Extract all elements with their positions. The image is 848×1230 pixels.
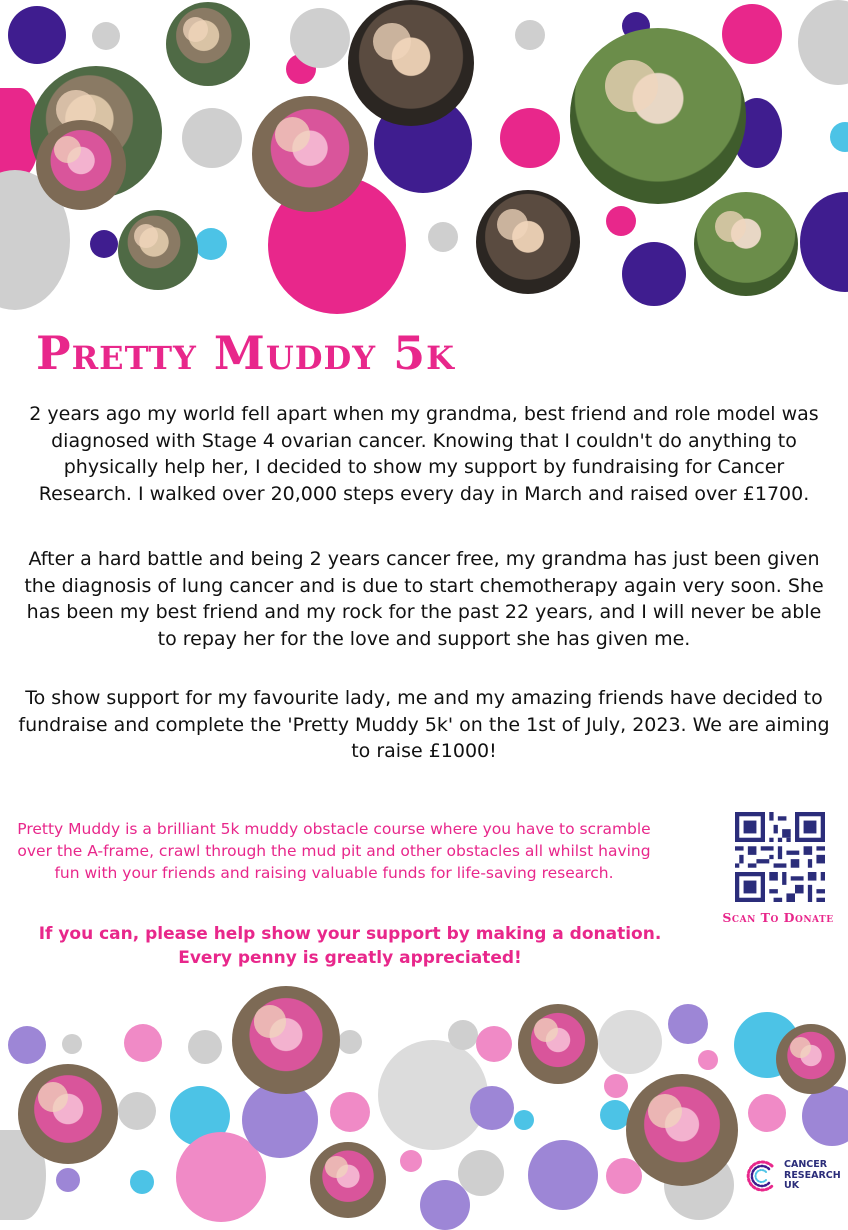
photo — [310, 1142, 386, 1218]
dot — [330, 1092, 370, 1132]
dot — [598, 1010, 662, 1074]
event-description: Pretty Muddy is a brilliant 5k muddy obstacle course where you have to scramble over the A-frame, crawl through the mud pit and other obstacles all whilst having fun with your friends and raising valuable funds for life-saving research. — [17, 820, 651, 882]
dot — [338, 1030, 362, 1054]
dot — [62, 1034, 82, 1054]
dot — [668, 1004, 708, 1044]
cancer-research-logo-icon — [744, 1158, 780, 1194]
photo — [776, 1024, 846, 1094]
dot — [514, 1110, 534, 1130]
scan-to-donate-label: Scan To Donate — [722, 910, 834, 925]
dot — [378, 1040, 488, 1150]
dot — [188, 1030, 222, 1064]
dot — [458, 1150, 504, 1196]
dot — [476, 1026, 512, 1062]
photo — [18, 1064, 118, 1164]
logo-line-2: RESEARCH — [784, 1169, 841, 1181]
photo — [626, 1074, 738, 1186]
story-paragraph-1: 2 years ago my world fell apart when my grandma, best friend and role model was diagnosed with Stage 4 ovarian cancer. Knowing that I couldn't do anything to physically help her, I decided to show my support by fundraising for Cancer Research. I walked over 20,000 steps every day in March and raised over £1700. — [29, 403, 819, 505]
logo-line-1: CANCER — [784, 1159, 828, 1170]
photo — [232, 986, 340, 1094]
dot — [748, 1094, 786, 1132]
dot — [130, 1170, 154, 1194]
dot — [470, 1086, 514, 1130]
dot — [56, 1168, 80, 1192]
photo — [518, 1004, 598, 1084]
dot — [118, 1092, 156, 1130]
dot — [124, 1024, 162, 1062]
dot — [802, 1086, 848, 1146]
dot — [698, 1050, 718, 1070]
poster-title: Pretty Muddy 5k — [36, 326, 455, 380]
logo-line-3: UK — [784, 1180, 800, 1191]
story-paragraph-3: To show support for my favourite lady, me and my amazing friends have decided to fundraise and complete the 'Pretty Muddy 5k' on the 1st of July, 2023. We are aiming to raise £1000! — [18, 687, 830, 762]
story-paragraph-2: After a hard battle and being 2 years cancer free, my grandma has just been given the diagnosis of lung cancer and is due to start chemotherapy again very soon. She has been my best friend and my rock for the past 22 years, and I will never be able to repay her for the love and support she has given me. — [24, 548, 824, 650]
donation-appeal: If you can, please help show your support by making a donation. Every penny is greatly appreciated! — [38, 924, 662, 968]
cancer-research-logo-text — [784, 1160, 841, 1192]
dot — [448, 1020, 478, 1050]
cancer-research-uk-logo — [744, 1156, 844, 1196]
dot — [604, 1074, 628, 1098]
dot — [8, 1026, 46, 1064]
dot — [400, 1150, 422, 1172]
